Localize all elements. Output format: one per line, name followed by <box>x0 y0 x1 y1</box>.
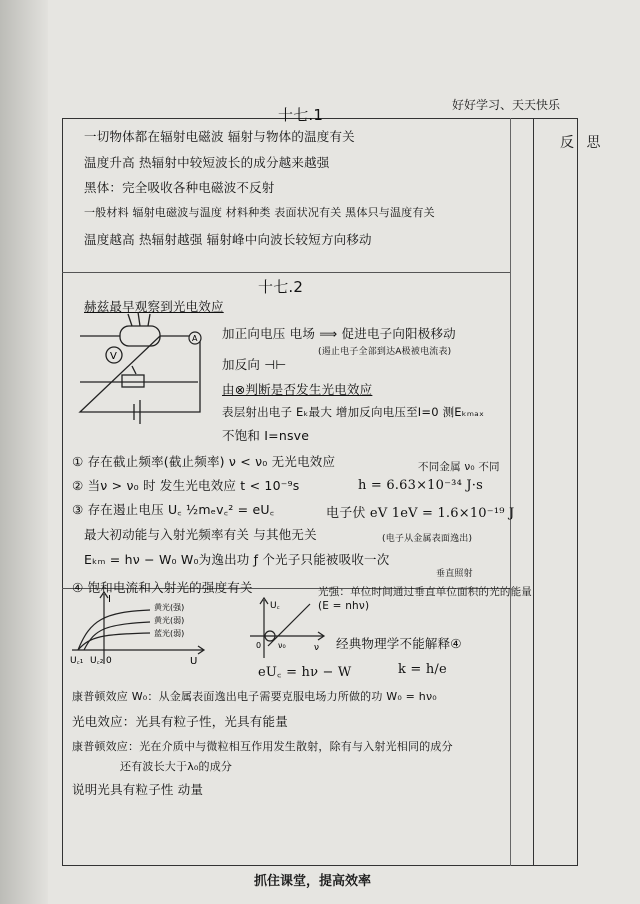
point-line: (E = nhν) <box>318 600 370 612</box>
margin-line <box>510 118 511 866</box>
classical-physics-note: 经典物理学不能解释④ <box>336 636 462 651</box>
note-line: 温度升高 热辐射中较短波长的成分越来越强 <box>84 155 330 170</box>
point-line: 不同金属 ν₀ 不同 <box>418 461 500 473</box>
point-line: (电子从金属表面逸出) <box>382 534 473 544</box>
note-line: 黑体：完全吸收各种电磁波不反射 <box>84 180 275 195</box>
stopping-voltage-frequency-graph <box>248 596 328 660</box>
section2-title: 十七.2 <box>258 278 304 296</box>
graph2-x-label: ν <box>314 643 320 653</box>
compton-line: 康普顿效应 W₀：从金属表面逸出电子需要克服电场力所做的功 W₀ = hν₀ <box>72 690 437 703</box>
point-line: ② 当ν > ν₀ 时 发生光电效应 t < 10⁻⁹s <box>72 478 300 493</box>
section-divider <box>62 272 510 273</box>
reflection-label: 反 思 <box>560 135 605 151</box>
note-line: 由⊗判断是否发生光电效应 <box>222 382 373 397</box>
compton-line: 光电效应：光具有粒子性，光具有能量 <box>72 714 288 729</box>
compton-line: 说明光具有粒子性 动量 <box>72 782 204 797</box>
note-line: (遏止电子全部到达A极被电流表) <box>318 347 452 357</box>
reflection-column-divider <box>533 118 534 866</box>
note-line: 表层射出电子 Eₖ最大 增加反向电压至I=0 测Eₖₘₐₓ <box>222 405 485 419</box>
ammeter-label: A <box>192 334 198 343</box>
point-line: ① 存在截止频率(截止频率) ν < ν₀ 无光电效应 <box>72 454 336 469</box>
compton-line: 还有波长大于λ₀的成分 <box>120 760 233 773</box>
footer-motto: 抓住课堂，提高效率 <box>254 874 372 889</box>
compton-line: 康普顿效应：光在介质中与微粒相互作用发生散射，除有与入射光相同的成分 <box>72 740 453 753</box>
note-line: 加反向 ⊣⊢ <box>222 357 287 372</box>
point-line: ④ 饱和电流和入射光的强度有关 <box>72 580 253 595</box>
current-voltage-graph <box>70 590 210 670</box>
note-line: 加正向电压 电场 ⟹ 促进电子向阳极移动 <box>222 326 456 341</box>
slope-equation: k = h/e <box>398 662 447 677</box>
voltmeter-label: V <box>110 351 117 362</box>
point-line: 垂直照射 <box>436 569 473 579</box>
graph2-intercept: ν₀ <box>278 641 286 650</box>
note-line: 一切物体都在辐射电磁波 辐射与物体的温度有关 <box>84 129 355 144</box>
point-line: Eₖₘ = hν − W₀ W₀为逸出功 ƒ 个光子只能被吸收一次 <box>84 552 390 567</box>
tick-label: U꜀₁ <box>70 656 84 666</box>
graph2-y-label: U꜀ <box>270 601 280 611</box>
photoelectric-circuit-diagram <box>74 312 206 424</box>
stopping-voltage-equation: eU꜀ = hν − W <box>258 665 352 680</box>
note-line: 不饱和 I=nsve <box>222 428 310 443</box>
note-line: 一般材料 辐射电磁波与温度 材料种类 表面状况有关 黑体只与温度有关 <box>84 206 435 219</box>
tick-label: 0 <box>106 656 112 666</box>
header-motto: 好好学习、天天快乐 <box>452 98 561 112</box>
tick-label: U꜀₂ <box>90 656 104 666</box>
graph2-origin: 0 <box>256 641 262 650</box>
point-line: 电子伏 eV 1eV = 1.6×10⁻¹⁹ J <box>326 506 515 521</box>
graph1-x-label: U <box>190 656 198 667</box>
page-binding <box>0 0 48 904</box>
point-line: h = 6.63×10⁻³⁴ J·s <box>358 478 483 493</box>
graph1-y-label: I <box>108 594 111 605</box>
curve-label: 黄光(强) <box>154 603 185 612</box>
curve-label: 黄光(弱) <box>154 616 185 625</box>
curve-label: 蓝光(弱) <box>154 629 185 638</box>
note-line: 温度越高 热辐射越强 辐射峰中向波长较短方向移动 <box>84 232 372 247</box>
section1-title: 十七.1 <box>278 106 324 124</box>
point-line: 最大初动能与入射光频率有关 与其他无关 <box>84 527 317 542</box>
point-line: 光强：单位时间通过垂直单位面积的光的能量 <box>318 586 532 598</box>
point-line: ③ 存在遏止电压 U꜀ ½mₑv꜀² = eU꜀ <box>72 502 275 517</box>
section2-heading: 赫兹最早观察到光电效应 <box>84 299 224 314</box>
